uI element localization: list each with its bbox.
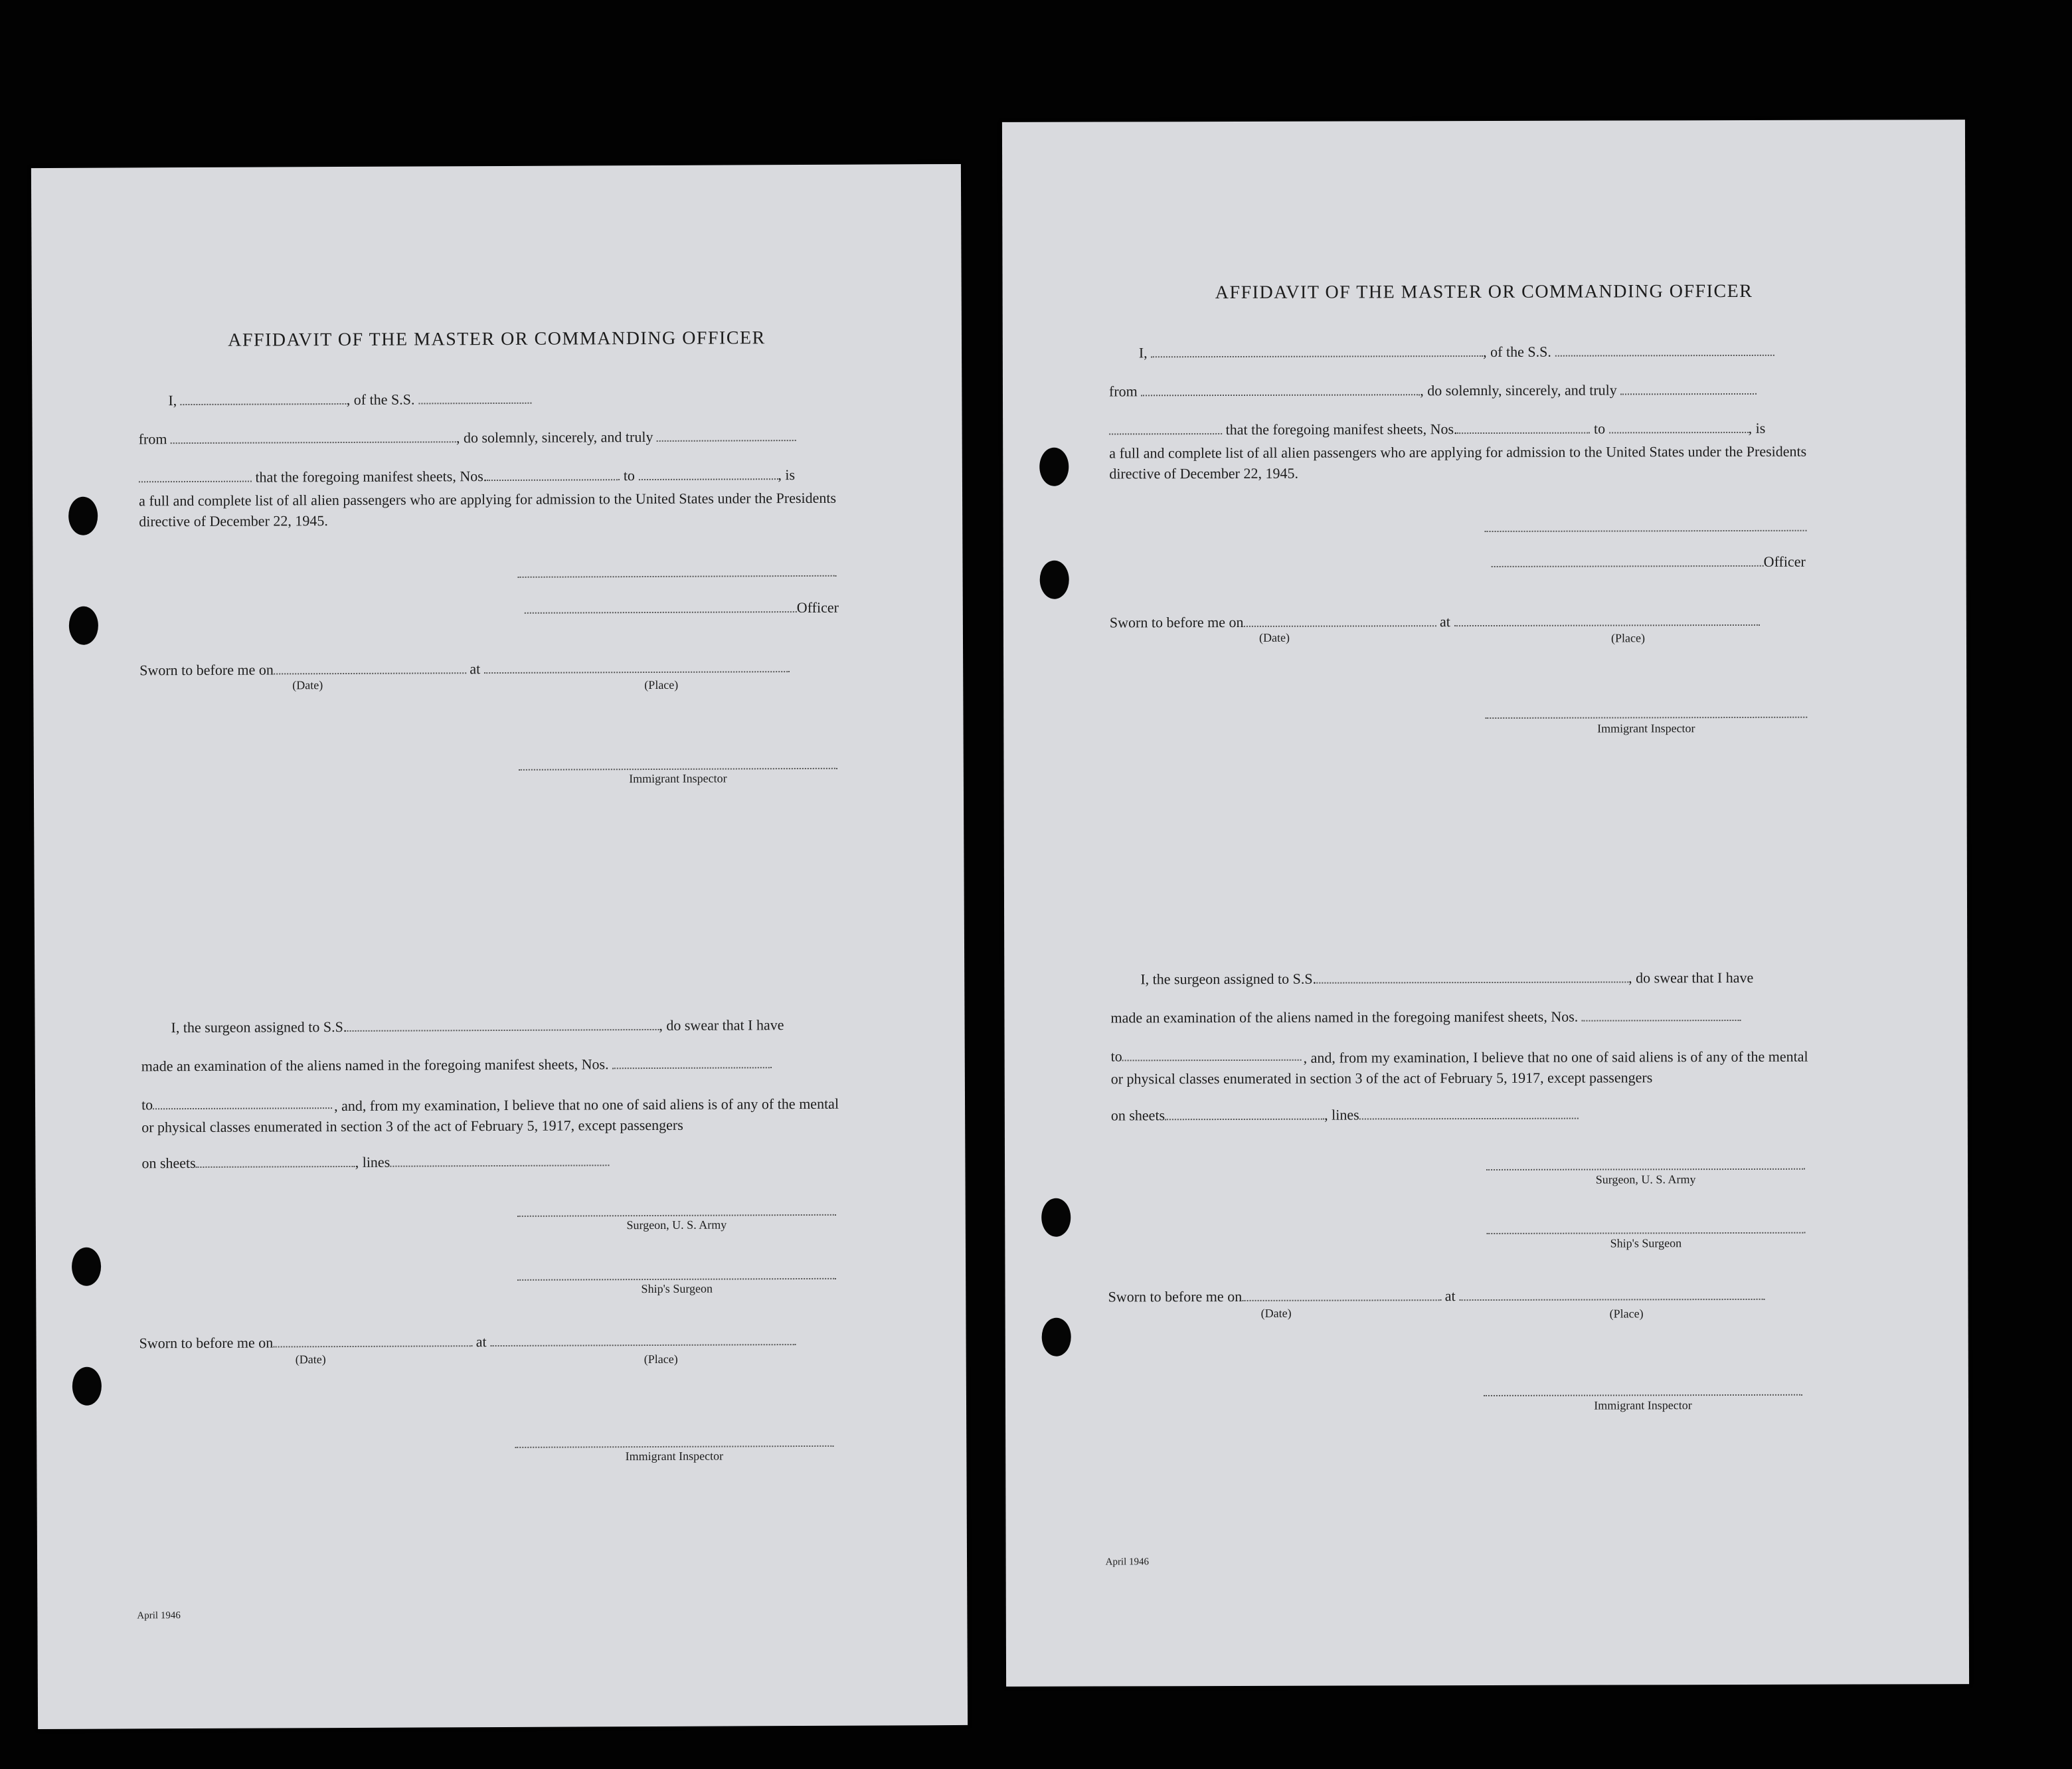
inspector-signature-line xyxy=(1485,717,1807,719)
surgeon-belief: , and, from my examination, I believe that no one of said aliens is of any of the mental or physical classes enumerated in section 3 of the act of February 5, 1917, except passengers xyxy=(141,1095,839,1136)
army-surgeon-signature-line xyxy=(1486,1168,1805,1170)
surgeon-intro-line: I, the surgeon assigned to S.S. , do swear that I have xyxy=(171,1016,784,1036)
officer-line: Officer xyxy=(525,599,839,618)
place-caption: (Place) xyxy=(1610,631,1645,645)
punch-hole xyxy=(72,1367,102,1406)
surgeon-place-caption: (Place) xyxy=(644,1352,678,1366)
surgeon-inspector-signature-line xyxy=(1484,1394,1802,1396)
form-sheet-left xyxy=(31,164,968,1729)
surgeon-sworn-line: Sworn to before me on at xyxy=(139,1332,796,1352)
surgeon-inspector-signature-line xyxy=(515,1445,833,1448)
surgeon-inspector-caption: Immigrant Inspector xyxy=(625,1449,724,1463)
affidavit-title: AFFIDAVIT OF THE MASTER OR COMMANDING OFFICER xyxy=(228,327,766,351)
ships-surgeon-signature-line xyxy=(517,1278,836,1281)
affidavit-title: AFFIDAVIT OF THE MASTER OR COMMANDING OFFICER xyxy=(1215,280,1753,304)
sheets-nos-line: that the foregoing manifest sheets, Nos. to , is xyxy=(1109,420,1765,439)
punch-hole xyxy=(1041,1198,1071,1237)
surgeon-to-line: to xyxy=(1111,1048,1302,1066)
master-name-line: I, , of the S.S. xyxy=(1139,343,1774,362)
surgeon-date-caption: (Date) xyxy=(295,1352,326,1366)
army-surgeon-caption: Surgeon, U. S. Army xyxy=(1595,1172,1696,1186)
place-caption: (Place) xyxy=(644,678,679,692)
from-line: from , do solemnly, sincerely, and truly xyxy=(1109,381,1757,401)
punch-hole xyxy=(69,606,98,645)
surgeon-to-line: to xyxy=(141,1095,332,1113)
punch-hole xyxy=(72,1248,101,1286)
sheets-lines-line: on sheets , lines xyxy=(1111,1106,1579,1125)
surgeon-sworn-line: Sworn to before me on at xyxy=(1108,1287,1765,1306)
master-name-line: I, , of the S.S. xyxy=(168,391,531,409)
punch-hole xyxy=(68,497,98,535)
officer-line: Officer xyxy=(1492,553,1806,571)
signature-line xyxy=(1485,530,1807,532)
signature-line xyxy=(518,575,837,578)
surgeon-belief: , and, from my examination, I believe that no one of said aliens is of any of the mental or physical classes enumerated in section 3 of the act of February 5, 1917, except passengers xyxy=(1110,1048,1808,1087)
ships-surgeon-signature-line xyxy=(1486,1232,1805,1234)
sworn-line: Sworn to before me on at xyxy=(139,659,790,679)
punch-hole xyxy=(1039,448,1069,486)
sworn-line: Sworn to before me on at xyxy=(1110,612,1760,632)
ships-surgeon-caption: Ship's Surgeon xyxy=(641,1281,713,1296)
inspector-caption: Immigrant Inspector xyxy=(1597,721,1695,735)
affidavit-body: a full and complete list of all alien passengers who are applying for admission to the United States under the Presidents directive of December 22, 1945. xyxy=(1109,442,1807,482)
inspector-caption: Immigrant Inspector xyxy=(629,771,727,786)
inspector-signature-line xyxy=(519,768,837,771)
army-surgeon-caption: Surgeon, U. S. Army xyxy=(626,1218,727,1232)
surgeon-inspector-caption: Immigrant Inspector xyxy=(1594,1398,1692,1412)
surgeon-place-caption: (Place) xyxy=(1609,1307,1644,1321)
surgeon-date-caption: (Date) xyxy=(1260,1306,1292,1320)
form-date-footer: April 1946 xyxy=(1105,1556,1150,1568)
punch-hole xyxy=(1040,561,1069,599)
surgeon-intro-line: I, the surgeon assigned to S.S. , do swear that I have xyxy=(1140,969,1754,988)
surgeon-exam-line: made an examination of the aliens named in the foregoing manifest sheets, Nos. xyxy=(141,1055,772,1075)
form-sheet-right xyxy=(1002,120,1969,1687)
punch-hole xyxy=(1042,1318,1071,1356)
sheets-nos-line: that the foregoing manifest sheets, Nos. to , is xyxy=(139,466,795,486)
affidavit-body: a full and complete list of all alien passengers who are applying for admission to the United States under the Presidents directive of December 22, 1945. xyxy=(139,489,837,530)
form-date-footer: April 1946 xyxy=(137,1610,181,1622)
from-line: from , do solemnly, sincerely, and truly xyxy=(139,428,796,448)
surgeon-exam-line: made an examination of the aliens named in the foregoing manifest sheets, Nos. xyxy=(1110,1008,1741,1026)
sheets-lines-line: on sheets , lines xyxy=(141,1153,609,1172)
date-caption: (Date) xyxy=(292,678,323,692)
ships-surgeon-caption: Ship's Surgeon xyxy=(1610,1236,1682,1250)
army-surgeon-signature-line xyxy=(517,1214,836,1217)
date-caption: (Date) xyxy=(1258,630,1290,644)
